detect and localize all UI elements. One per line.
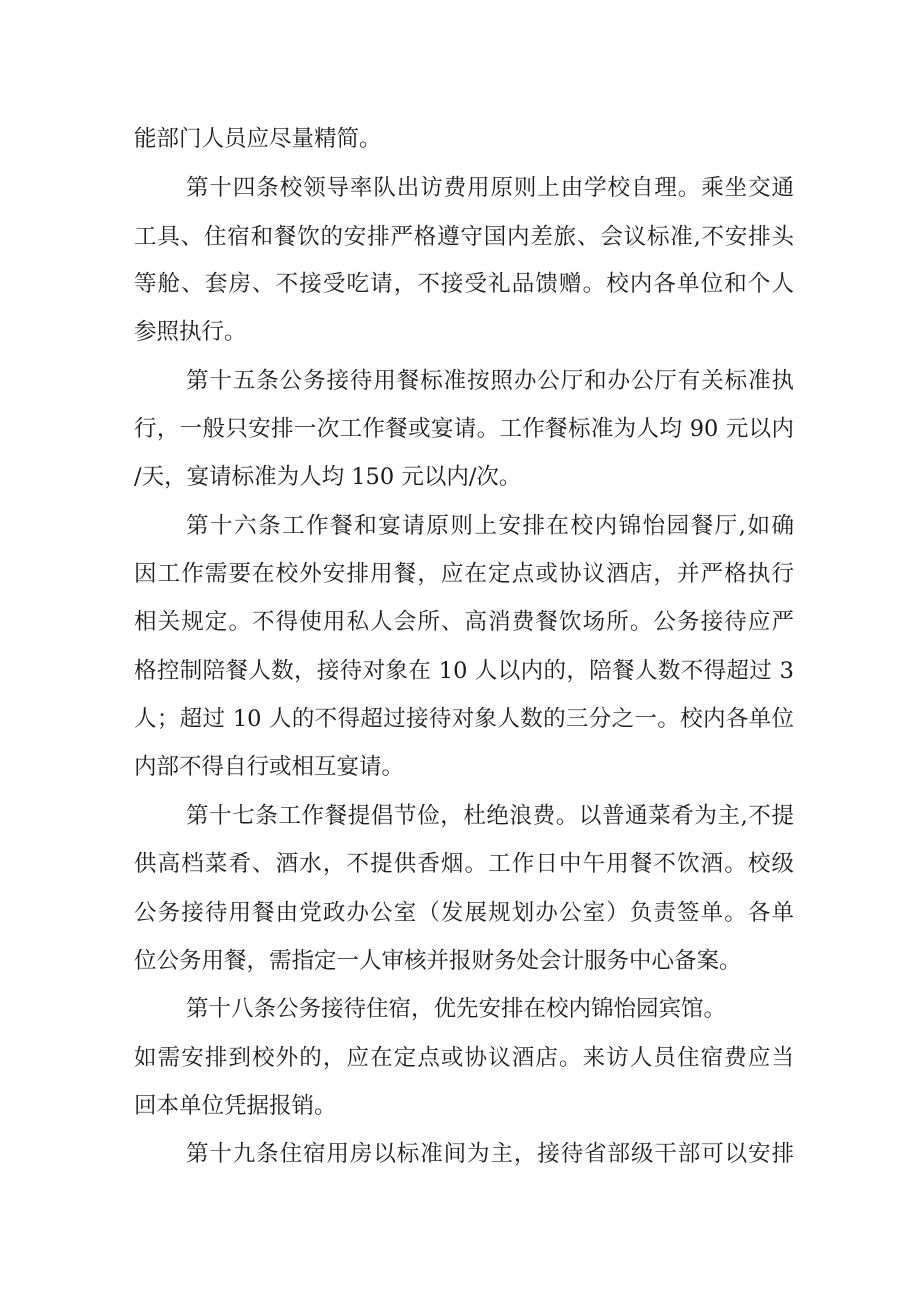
text-line: 第十六条工作餐和宴请原则上安排在校内锦怡园餐厅,如确 [186,513,794,539]
text-line: 能部门人员应尽量精简。 [134,126,382,152]
text-line: 参照执行。 [134,319,247,345]
text-line: 公务接待用餐由党政办公室（发展规划办公室）负责签单。各单 [134,900,794,926]
text-line: 因工作需要在校外安排用餐，应在定点或协议酒店，并严格执行 [134,561,794,587]
text-line: 格控制陪餐人数，接待对象在 10 人以内的，陪餐人数不得超过 3 [134,658,794,684]
text-line: /天，宴请标准为人均 150 元以内/次。 [134,464,522,490]
text-line: 回本单位凭据报销。 [134,1093,337,1119]
text-line: 第十八条公务接待住宿，优先安排在校内锦怡园宾馆。 [186,996,727,1022]
text-line: 第十五条公务接待用餐标准按照办公厅和办公厅有关标准执 [186,368,794,394]
text-line: 位公务用餐，需指定一人审核并报财务处会计服务中心备案。 [134,948,742,974]
text-line: 行，一般只安排一次工作餐或宴请。工作餐标准为人均 90 元以内 [134,416,794,442]
text-line: 内部不得自行或相互宴请。 [134,754,405,780]
text-line: 第十四条校领导率队出访费用原则上由学校自理。乘坐交通 [186,175,794,201]
text-line: 第十七条工作餐提倡节俭，杜绝浪费。以普通菜肴为主,不提 [186,803,794,829]
text-line: 人；超过 10 人的不得超过接待对象人数的三分之一。校内各单位 [134,706,794,732]
text-line: 第十九条住宿用房以标准间为主，接待省部级干部可以安排 [186,1141,794,1167]
text-line: 等舱、套房、不接受吃请，不接受礼品馈赠。校内各单位和个人 [134,271,794,297]
text-line: 工具、住宿和餐饮的安排严格遵守国内差旅、会议标准,不安排头 [134,224,794,250]
text-line: 供高档菜肴、酒水，不提供香烟。工作日中午用餐不饮酒。校级 [134,851,794,877]
text-line: 相关规定。不得使用私人会所、高消费餐饮场所。公务接待应严 [134,609,794,635]
text-line: 如需安排到校外的，应在定点或协议酒店。来访人员住宿费应当 [134,1045,794,1071]
